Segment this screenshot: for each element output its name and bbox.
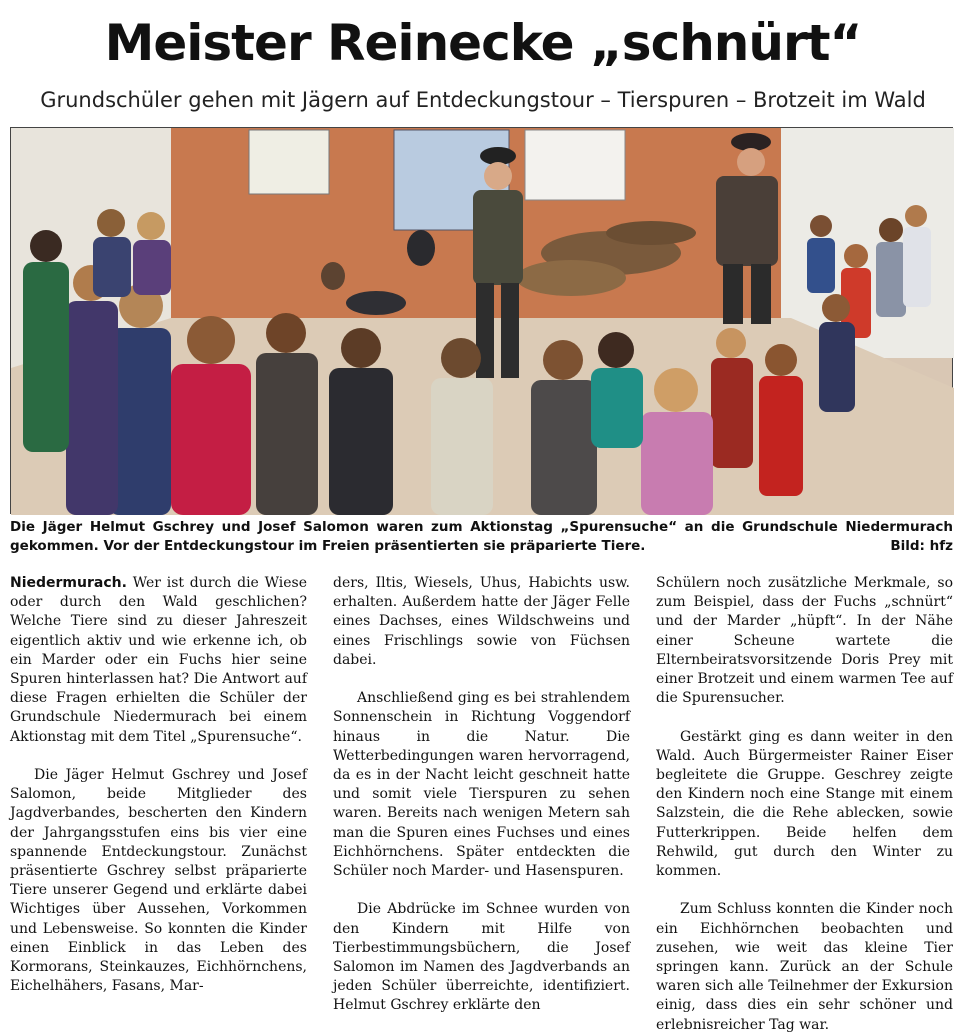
headline: Meister Reinecke „schnürt“ [104, 14, 862, 72]
column-2 [333, 574, 630, 1014]
paragraph: Die Jäger Helmut Gschrey und Josef Salomon, beide Mitglieder des Jagdverbandes, bescherten den Kindern der Jahrgangsstufen eins bis vier eine spannende Entdeckungstour. Zunächst präsentierte Gschrey selbst präparierte Tiere unserer Gegend und erklärte dabei Wichtiges über Aussehen, Vorkommen und Lebensweise. So konnten die Kinder einen Einblick in das Leben des Kormorans, Steinkauzes, Eichhörnchens, Eichelhähers, Fasans, Mar- [10, 767, 307, 995]
dateline: Niedermurach. [10, 575, 127, 591]
article-body [10, 574, 953, 1033]
column-1 [10, 574, 307, 1014]
photo-illustration [11, 128, 954, 515]
article-photo [10, 127, 953, 514]
paragraph: Schülern noch zusätzliche Merkmale, so zum Beispiel, dass der Fuchs „schnürt“ und der Marder „hüpft“. In der Nähe einer Scheune wartete die Elternbeiratsvorsitzende Doris Prey mit einer Brotzeit und einem warmen Tee auf die Spurensucher. [656, 575, 953, 707]
paragraph: ders, Iltis, Wiesels, Uhus, Habichts usw. erhalten. Außerdem hatte der Jäger Felle eines Dachses, eines Wildschweins und eines Frischlings sowie von Füchsen dabei. [333, 575, 630, 668]
subheadline: Grundschüler gehen mit Jägern auf Entdeckungstour – Tierspuren – Brotzeit im Wald [40, 88, 926, 112]
paragraph: Zum Schluss konnten die Kinder noch ein Eichhörnchen beobachten und zusehen, wie weit das kleine Tier springen kann. Zurück an der Schule waren sich alle Teilnehmer der Exkursion einig, dass dies ein sehr schöner und erlebnisreicher Tag war. [656, 901, 953, 1033]
photo-credit: Bild: hfz [890, 538, 953, 554]
paragraph-lead [10, 574, 307, 747]
paragraph: Anschließend ging es bei strahlendem Sonnenschein in Richtung Voggendorf hinaus in die Natur. Die Wetterbedingungen waren hervorragend, da es in der Nacht leicht geschneit hatte und somit viele Tierspuren zu sehen waren. Bereits nach wenigen Metern sah man die Spuren eines Fuchses und eines Eichhörnchens. Später entdeckten die Schüler noch Marder- und Hasenspuren. [333, 690, 630, 880]
paragraph: Die Abdrücke im Schnee wurden von den Kindern mit Hilfe von Tierbestimmungsbüchern, die Josef Salomon im Namen des Jagdverbands an jeden Schüler überreichte, identifiziert. Helmut Gschrey erklärte den [333, 901, 630, 1014]
paragraph-text: Wer ist durch die Wiese oder durch den Wald geschlichen? Welche Tiere sind zu dieser Jahreszeit eigentlich aktiv und wie erkenne ich, ob ein Marder oder ein Fuchs hier seine Spuren hinterlassen hat? Die Antwort auf diese Fragen erhielten die Schüler der Grundschule Niedermurach bei einem Aktionstag mit dem Titel „Spurensuche“. [10, 575, 307, 745]
caption-text: Die Jäger Helmut Gschrey und Josef Salomon waren zum Aktionstag „Spurensuche“ an die Grundschule Niedermurach gekommen. Vor der Entdeckungstour im Freien präsentierten sie präparierte Tiere. [10, 519, 953, 554]
photo-caption [10, 518, 953, 556]
paragraph: Gestärkt ging es dann weiter in den Wald. Auch Bürgermeister Rainer Eiser begleitete die Gruppe. Geschrey zeigte den Kindern noch eine Stange mit einem Salzstein, die die Rehe ablecken, sowie Futterkrippen. Beide helfen dem Rehwild, gut durch den Winter zu kommen. [656, 728, 953, 880]
column-3 [656, 574, 953, 1033]
